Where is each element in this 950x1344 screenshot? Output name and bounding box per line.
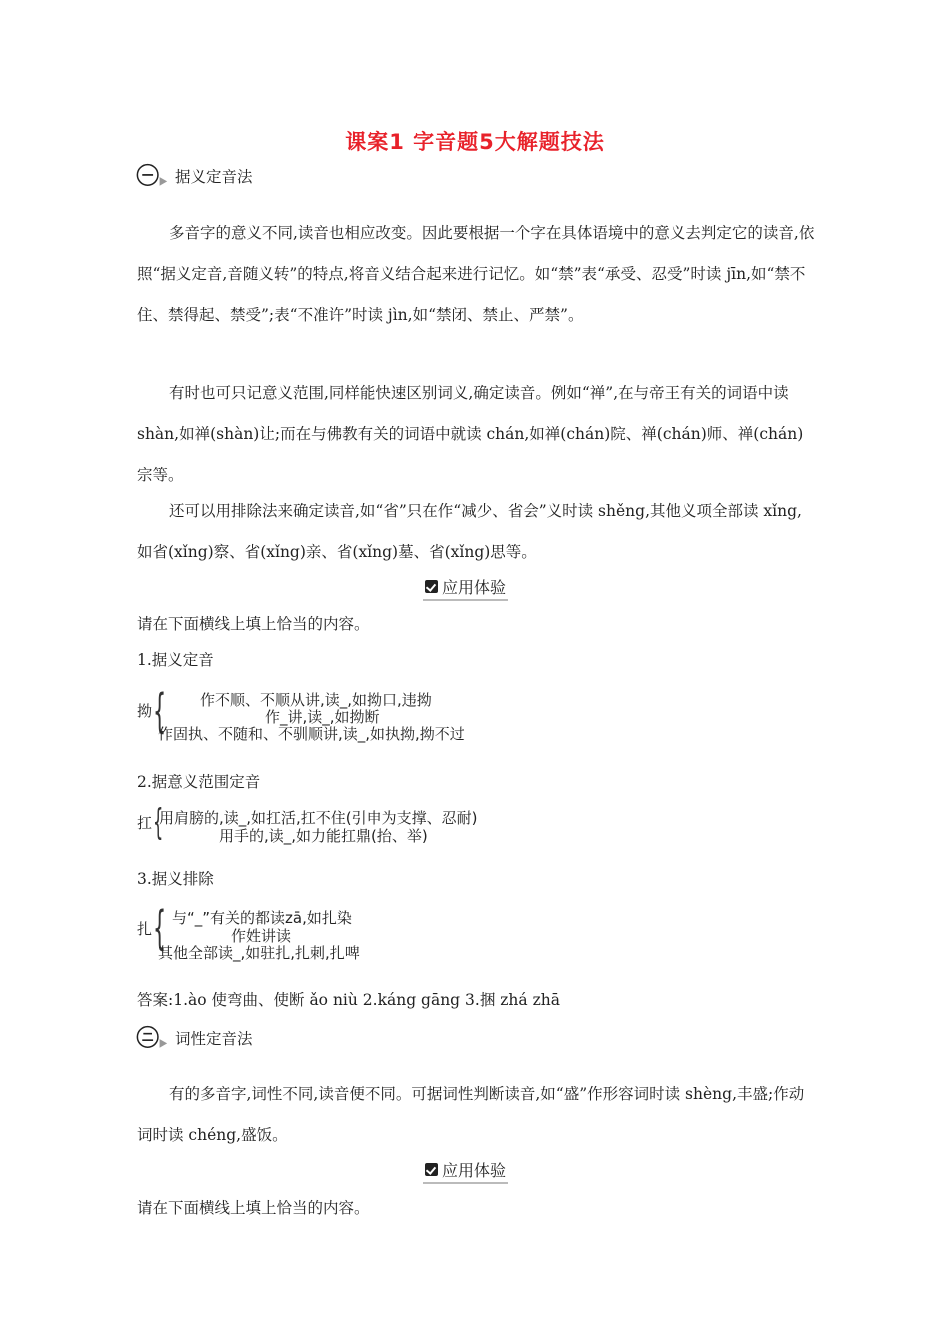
section-1-paragraph-3: 还可以用排除法来确定读音,如“省”只在作“减少、省会”义时读 shěng,其他义项全部读 xǐng,如省(xǐng)察、省(xǐng)亲、省(xǐng)墓、省(xǐng)思等。 [137, 502, 802, 561]
exercise-2-char: 扛 [137, 814, 153, 832]
check-icon [425, 580, 438, 593]
section-header-2 [135, 1025, 253, 1051]
exercise-3-heading: 3.据义排除 [137, 870, 214, 888]
exercise-3-line-2: 作姓讲读 [231, 927, 292, 945]
check-icon [425, 1163, 438, 1176]
section-2-paragraph-1: 有的多音字,词性不同,读音便不同。可据词性判断读音,如“盛”作形容词时读 shèng,丰盛;作动词时读 chéng,盛饭。 [137, 1085, 805, 1144]
exercise-3-char: 扎 [137, 920, 153, 938]
section-number-one-icon [135, 163, 169, 189]
answer-text: 答案:1.ào 使弯曲、使断 ǎo niù 2.káng gāng 3.捆 zhá zhā [137, 991, 560, 1009]
exercise-2-line-2: 用手的,读_,如力能扛鼎(抬、举) [219, 827, 428, 845]
exercise-3-line-3: 其他全部读_,如驻扎,扎刺,扎啤 [158, 944, 360, 962]
exercise-1-line-2: 作_讲,读_,如拗断 [265, 708, 380, 726]
exercise-1-char: 拗 [137, 702, 153, 720]
section-1-paragraph-2: 有时也可只记意义范围,同样能快速区别词义,确定读音。例如“禅”,在与帝王有关的词语中读 shàn,如禅(shàn)让;而在与佛教有关的词语中就读 chán,如禅(chán)院、禅(chán)师、禅(chán)宗等。 [137, 384, 804, 484]
section-header-1 [135, 163, 253, 189]
brace-icon: { [153, 802, 164, 843]
exercise-1-line-3: 作固执、不随和、不驯顺讲,读_,如执拗,拗不过 [158, 725, 465, 743]
brace-icon: { [153, 684, 167, 738]
exercise-2-heading: 2.据意义范围定音 [137, 773, 261, 791]
section-2-label: 词性定音法 [175, 1030, 253, 1048]
brace-icon: { [153, 901, 167, 955]
exercise-1-line-1: 作不顺、不顺从讲,读_,如拗口,违拗 [200, 691, 432, 709]
application-badge [423, 575, 508, 601]
section-1-paragraph-1: 多音字的意义不同,读音也相应改变。因此要根据一个字在具体语境中的意义去判定它的读音,依照“据义定音,音随义转”的特点,将音义结合起来进行记忆。如“禁”表“承受、忍受”时读 jīn,如“禁不住、禁得起、禁受”;表“不准许”时读 jìn,如“禁闭、禁止、严禁”。 [137, 224, 815, 324]
badge-label-2: 应用体验 [442, 1161, 507, 1180]
exercise-2-line-1: 用肩膀的,读_,如扛活,扛不住(引申为支撑、忍耐) [159, 809, 478, 827]
exercise-1-heading: 1.据义定音 [137, 651, 214, 669]
section-1-label: 据义定音法 [175, 168, 253, 186]
instruction-text-2: 请在下面横线上填上恰当的内容。 [137, 1199, 370, 1217]
section-number-two-icon [135, 1025, 169, 1051]
badge-label: 应用体验 [442, 578, 507, 597]
application-badge-2 [423, 1158, 508, 1184]
instruction-text: 请在下面横线上填上恰当的内容。 [137, 615, 370, 633]
page-title: 课案1 字音题5大解题技法 [345, 130, 605, 154]
exercise-3-line-1: 与“_”有关的都读zā,如扎染 [172, 909, 352, 927]
